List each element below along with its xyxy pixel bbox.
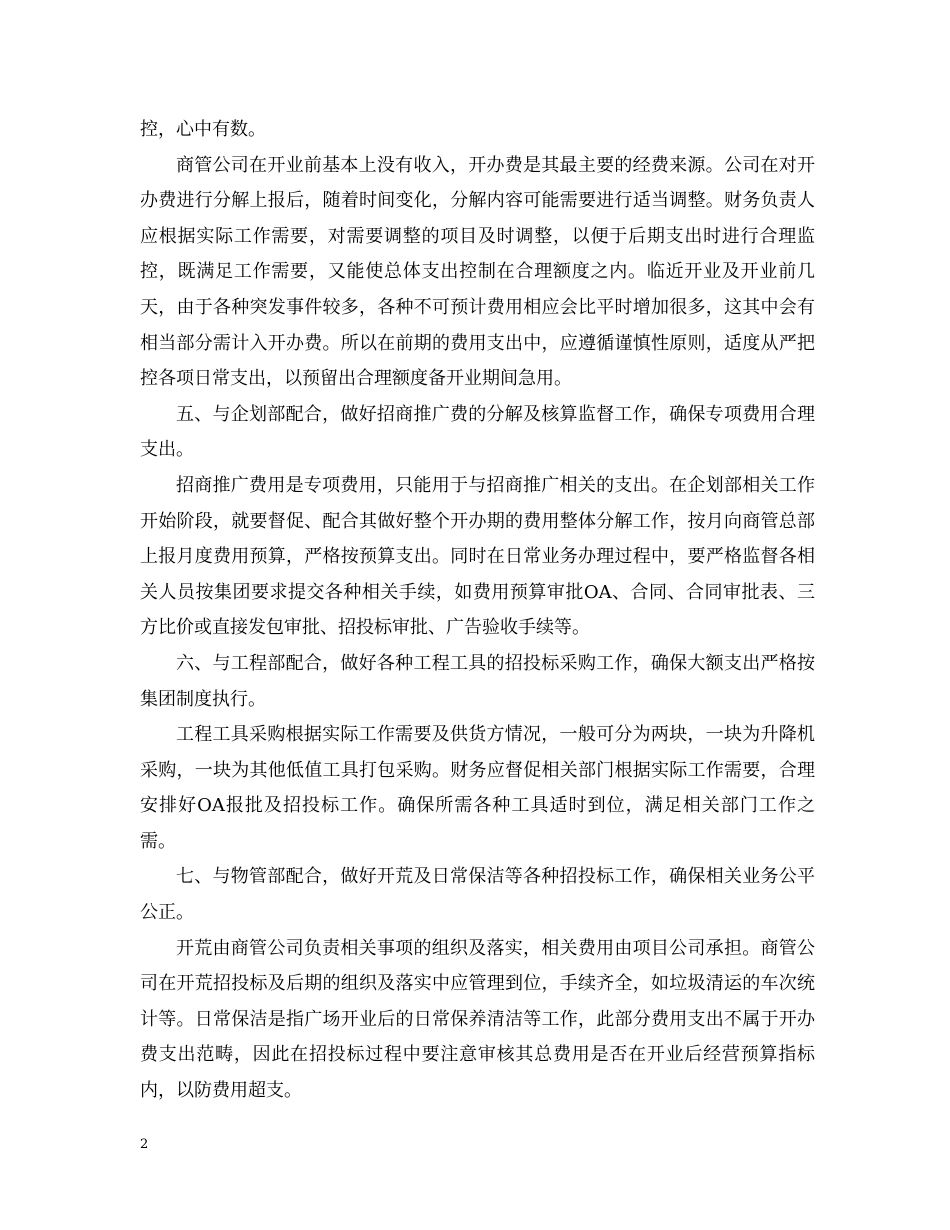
section-heading-seven: 七、与物管部配合，做好开荒及日常保洁等各种招投标工作，确保相关业务公平公正。: [140, 866, 815, 924]
section-heading-five: 五、与企划部配合，做好招商推广费的分解及核算监督工作，确保专项费用合理支出。: [140, 403, 815, 461]
page-number: 2: [140, 1137, 149, 1152]
paragraph-cleaning: 开荒由商管公司负责相关事项的组织及落实，相关费用由项目公司承担。商管公司在开荒招投标及后期的组织及落实中应管理到位，手续齐全，如垃圾清运的车次统计等。日常保洁是指广场开业后的日常保养清洁等工作，此部分费用支出不属于开办费支出范畴，因此在招投标过程中要注意审核其总费用是否在开业后经营预算指标内，以防费用超支。: [140, 937, 815, 1102]
paragraph-continuation: 控，心中有数。: [140, 119, 266, 140]
paragraph-promotion-fees: 招商推广费用是专项费用，只能用于与招商推广相关的支出。在企划部相关工作开始阶段，就要督促、配合其做好整个开办期的费用整体分解工作，按月向商管总部上报月度费用预算，严格按预算支出。同时在日常业务办理过程中，要严格监督各相关人员按集团要求提交各种相关手续，如费用预算审批OA、合同、合同审批表、三方比价或直接发包审批、招投标审批、广告验收手续等。: [140, 474, 815, 639]
paragraph-opening-fees: 商管公司在开业前基本上没有收入，开办费是其最主要的经费来源。公司在对开办费进行分解上报后，随着时间变化，分解内容可能需要进行适当调整。财务负责人应根据实际工作需要，对需要调整的项目及时调整，以便于后期支出时进行合理监控，既满足工作需要，又能使总体支出控制在合理额度之内。临近开业及开业前几天，由于各种突发事件较多，各种不可预计费用相应会比平时增加很多，这其中会有相当部分需计入开办费。所以在前期的费用支出中，应遵循谨慎性原则，适度从严把控各项日常支出，以预留出合理额度备开业期间急用。: [140, 154, 815, 390]
document-body: [140, 112, 815, 1109]
section-heading-six: 六、与工程部配合，做好各种工程工具的招投标采购工作，确保大额支出严格按集团制度执行。: [140, 652, 815, 710]
paragraph-tool-procurement: 工程工具采购根据实际工作需要及供货方情况，一般可分为两块，一块为升降机采购，一块为其他低值工具打包采购。财务应督促相关部门根据实际工作需要，合理安排好OA报批及招投标工作。确保所需各种工具适时到位，满足相关部门工作之需。: [140, 724, 815, 852]
